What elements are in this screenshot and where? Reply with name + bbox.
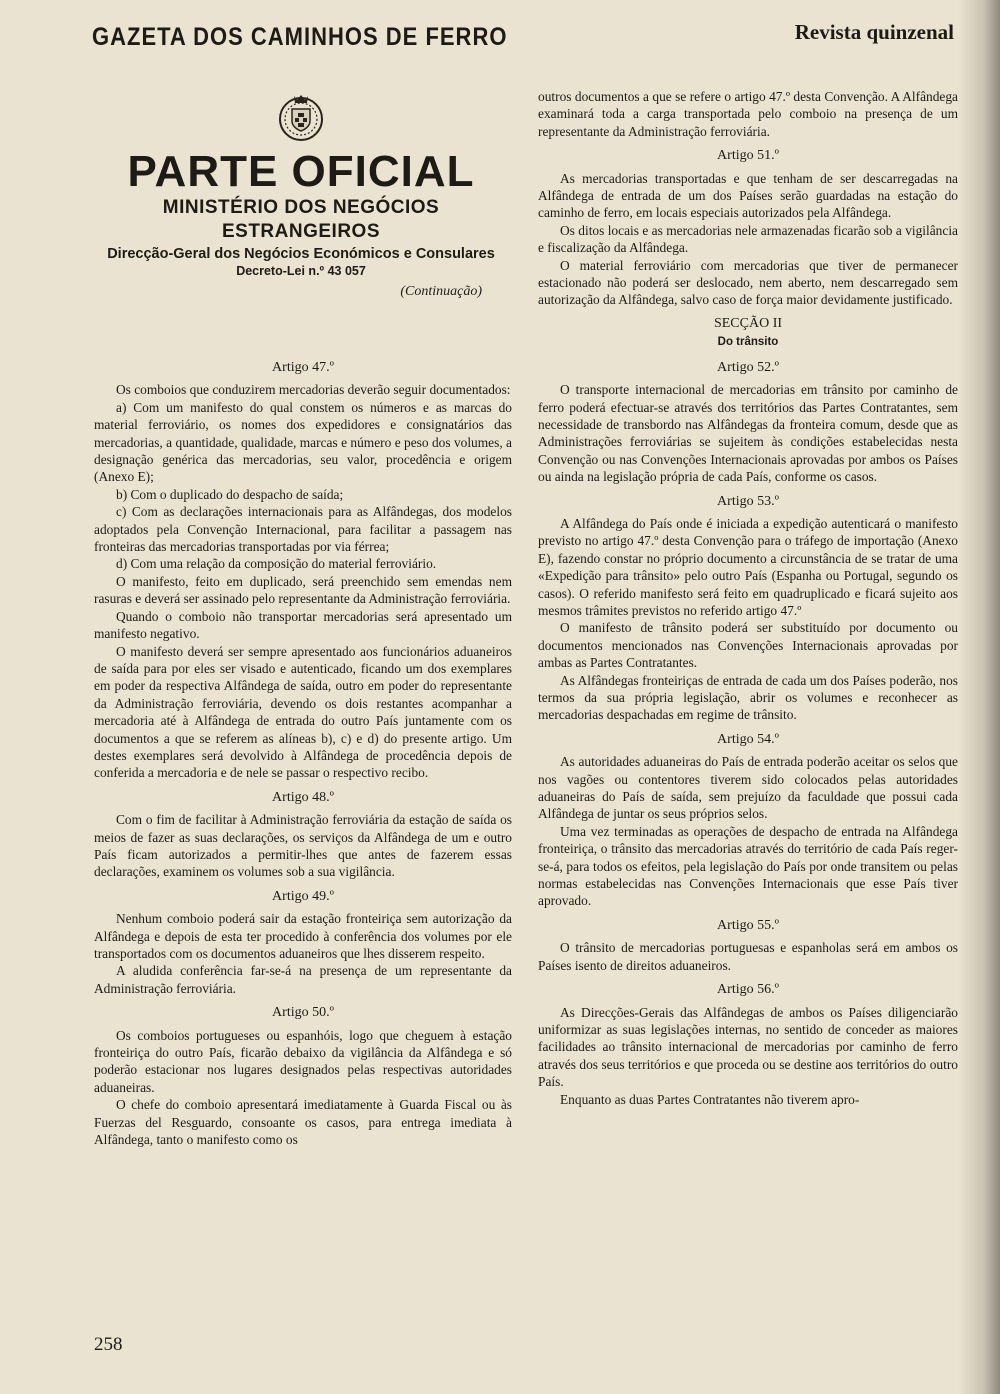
coat-of-arms-icon: [278, 92, 324, 144]
paragraph: Os comboios portugueses ou espanhóis, logo que cheguem à estação fronteiriça do outro País, ficarão debaixo da vigilância da Alfândega e só poderão estacionar nos lugares designados pelas respectivas autoridades aduaneiras.: [94, 1027, 512, 1095]
paragraph: b) Com o duplicado do despacho de saída;: [116, 486, 344, 502]
paragraph: Os ditos locais e as mercadorias nele armazenadas ficarão sob a vigilância e fiscalização da Alfândega.: [538, 222, 958, 256]
directorate: Direcção-Geral dos Negócios Económicos e Consulares: [107, 246, 495, 262]
article-heading: Artigo 49.º: [272, 888, 334, 904]
paragraph: O manifesto de trânsito poderá ser substituído por documento ou documentos mencionados nas Convenções Internacionais aprovadas por ambas as Partes Contratantes.: [538, 620, 958, 671]
paragraph: O transporte internacional de mercadorias em trânsito por caminho de ferro poderá efectuar-se através dos territórios das Partes Contratantes, sem necessidade de transbordo nas Alfândegas da fronteira comum, desde que as Administrações ferroviárias se sujeitem às condições estabelecidas nesta Convenção ou nas Convenções Internacionais aprovadas por ambos os Países ou ainda na legislação própria de cada País, conforme os casos.: [538, 382, 958, 485]
decree-number: Decreto-Lei n.º 43 057: [236, 264, 366, 278]
paragraph: O trânsito de mercadorias portuguesas e espanholas será em ambos os Países isento de direitos aduaneiros.: [538, 940, 958, 973]
article-heading: Artigo 51.º: [717, 148, 779, 164]
paragraph: outros documentos a que se refere o artigo 47.º desta Convenção. A Alfândega examinará toda a carga transportada pelo comboio na presença de um representante da Administração ferroviária.: [538, 89, 958, 139]
book-spine-shadow: [958, 0, 1000, 1394]
paragraph: A Alfândega do País onde é iniciada a expedição autenticará o manifesto previsto no artigo 47.º desta Convenção para o tráfego de importação (Anexo E), fazendo constar no próprio documento a circunstância de se tratar de uma «Expedição para trânsito» pelo outro País (Espanha ou Portugal, segundo os casos). O referido manifesto será feito em quadruplicado e ficará sujeito aos mesmos trâmites previstos no referido artigo 47.º: [538, 515, 958, 618]
paragraph: Quando o comboio não transportar mercadorias será apresentado um manifesto negativo.: [94, 608, 512, 642]
paragraph: a) Com um manifesto do qual constem os números e as marcas do material ferroviário, os nomes dos expedidores e consignatários das mercadorias, a quantidade, qualidade, marcas e número e peso dos volumes, a designação genérica das mercadorias, seu valor, procedência e origem (Anexo E);: [94, 399, 512, 485]
paragraph: d) Com uma relação da composição do material ferroviário.: [116, 556, 437, 572]
paragraph: As autoridades aduaneiras do País de entrada poderão aceitar os selos que nos vagões ou contentores tiverem sido colocados pelas autoridades aduaneiras do País de saída, sem prejuízo da faculdade que possui cada Alfândega de juntar os seus próprios selos.: [538, 754, 958, 822]
right-column: [538, 88, 958, 1108]
paragraph: As Alfândegas fronteiriças de entrada de cada um dos Países poderão, nos termos da sua própria legislação, abrir os volumes e reconhecer as mercadorias despachadas em regime de trânsito.: [538, 672, 958, 723]
paragraph: O manifesto, feito em duplicado, será preenchido sem emendas nem rasuras e deverá ser assinado pelo representante da Administração ferroviária.: [94, 573, 512, 607]
masthead: [90, 92, 512, 300]
article-heading: Artigo 48.º: [272, 789, 334, 805]
paragraph: c) Com as declarações internacionais para as Alfândegas, dos modelos adoptados pela Convenção Internacional, para facilitar a passagem nas fronteiras das mercadorias transportadas por via férrea;: [94, 504, 512, 555]
paragraph: Os comboios que conduzirem mercadorias deverão seguir documentados:: [116, 382, 511, 398]
paragraph: O chefe do comboio apresentará imediatamente à Guarda Fiscal ou às Fuerzas del Resguardo, consoante os casos, para entrega imediata à Alfândega, tanto o manifesto como os: [94, 1097, 512, 1148]
article-heading: Artigo 52.º: [717, 359, 779, 375]
continuation-note: (Continuação): [400, 284, 482, 299]
article-heading: Artigo 53.º: [717, 493, 779, 509]
paragraph: A aludida conferência far-se-á na presença de um representante da Administração ferroviária.: [94, 963, 512, 996]
left-column: [94, 352, 512, 1148]
paragraph: Com o fim de facilitar à Administração ferroviária da estação de saída os meios de fazer as suas declarações, os serviços da Alfândega de um e outro País ficam autorizados a permitir-lhes que antes de fazerem essas declarações, examinem os volumes sob a sua vigilância.: [94, 812, 512, 880]
running-subtitle: Revista quinzenal: [794, 20, 954, 44]
paragraph: As Direcções-Gerais das Alfândegas de ambos os Países diligenciarão uniformizar as suas legislações internas, no sentido de conceder as maiores facilidades ao trânsito internacional de mercadorias por caminho de ferro através dos seus territórios e que proceda ou se destine aos territórios do outro País.: [538, 1004, 958, 1090]
section-subheading: Do trânsito: [717, 336, 779, 349]
page-number: 258: [94, 1334, 123, 1355]
paragraph: As mercadorias transportadas e que tenham de ser descarregadas na Alfândega de entrada de um dos Países serão guardadas na estação do caminho de ferro, em locais especiais autorizados pela Alfândega.: [538, 170, 958, 221]
article-heading: Artigo 47.º: [272, 360, 334, 375]
article-heading: Artigo 56.º: [717, 982, 779, 998]
article-heading: Artigo 55.º: [717, 917, 779, 933]
page-title: PARTE OFICIAL: [127, 147, 475, 196]
paragraph: O manifesto deverá ser sempre apresentado aos funcionários aduaneiros de saída para por eles ser visado e autenticado, ficando um dos exemplares em poder da respectiva Alfândega de saída, outro em poder do representante da Administração ferroviária, devendo os dois restantes acompanhar a mercadoria até à Alfândega de entrada do outro País juntamente com os documentos a que se referem as alíneas b), c) e d) do presente artigo. Um destes exemplares será devolvido à Alfândega de procedência depois de conferida a mercadoria e de nele se passar o respectivo recibo.: [94, 643, 512, 781]
paragraph: O material ferroviário com mercadorias que tiver de permanecer estacionado não poderá ser deslocado, nem aberto, nem descarregado sem autorização da Alfândega, salvo caso de força maior devidamente justificado.: [538, 257, 958, 308]
running-title: GAZETA DOS CAMINHOS DE FERRO: [92, 22, 508, 51]
ministry-line-2: ESTRANGEIROS: [221, 221, 381, 242]
paragraph: Uma vez terminadas as operações de despacho de entrada na Alfândega fronteiriça, o trânsito das mercadorias através do território de cada País reger-se-á, para todos os efeitos, pela legislação do País por onde transitem ou pelas normas estabelecidas nas Convenções Internacionais que esse País tiver aprovado.: [538, 823, 958, 909]
paragraph: Enquanto as duas Partes Contratantes não tiverem apro-: [560, 1091, 860, 1107]
paragraph: Nenhum comboio poderá sair da estação fronteiriça sem autorização da Alfândega e depois de esta ter procedido à conferência dos volumes por ele transportados com os documentos aduaneiros que lhes disserem respeito.: [94, 911, 512, 961]
section-heading: SECÇÃO II: [713, 315, 783, 331]
article-heading: Artigo 50.º: [272, 1005, 334, 1021]
article-heading: Artigo 54.º: [717, 731, 779, 747]
ministry-line-1: MINISTÉRIO DOS NEGÓCIOS: [162, 197, 440, 218]
